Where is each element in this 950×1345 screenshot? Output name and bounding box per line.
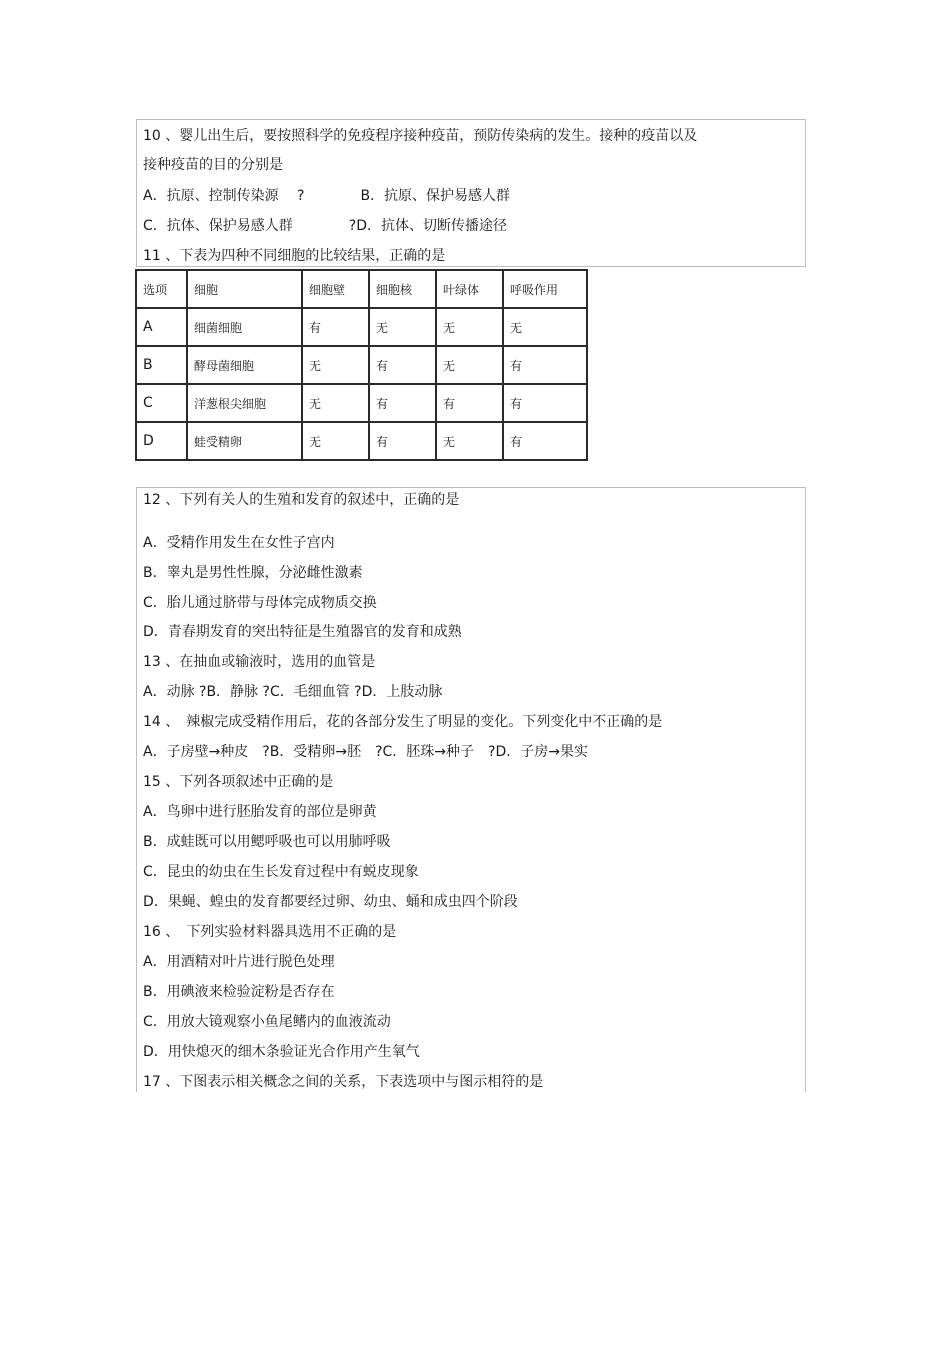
header-cell: 叶绿体 (436, 270, 503, 308)
table-cell: 无 (436, 346, 503, 384)
table-cell: 无 (369, 308, 436, 346)
table-row (136, 384, 587, 422)
q16-option-c: C．用放大镜观察小鱼尾鳍内的血液流动 (143, 1014, 391, 1030)
table-cell: 无 (503, 308, 587, 346)
q16-option-b: B．用碘液来检验淀粉是否存在 (143, 984, 335, 1000)
q16-stem: 16 、 下列实验材料器具选用不正确的是 (143, 924, 397, 940)
option-cell: D (136, 422, 187, 460)
q15-option-d: D．果蝇、蝗虫的发育都要经过卵、幼虫、蛹和成虫四个阶段 (143, 894, 518, 910)
table-cell: 酵母菌细胞 (187, 346, 302, 384)
table-row (136, 308, 587, 346)
q10-options-line2: C．抗体、保护易感人群 ?D．抗体、切断传播途径 (143, 218, 507, 234)
option-cell: B (136, 346, 187, 384)
q13-stem: 13 、在抽血或输液时，选用的血管是 (143, 654, 376, 670)
table-header-row (136, 270, 587, 308)
table-cell: 无 (302, 384, 369, 422)
q11-stem: 11 、下表为四种不同细胞的比较结果，正确的是 (143, 248, 446, 264)
q12-option-a: A．受精作用发生在女性子宫内 (143, 535, 335, 551)
table-cell: 无 (302, 422, 369, 460)
q17-stem: 17 、下图表示相关概念之间的关系，下表选项中与图示相符的是 (143, 1074, 544, 1090)
table-row (136, 422, 587, 460)
q16-option-a: A．用酒精对叶片进行脱色处理 (143, 954, 335, 970)
table-cell: 有 (369, 422, 436, 460)
q14-stem: 14 、 辣椒完成受精作用后，花的各部分发生了明显的变化。下列变化中不正确的是 (143, 714, 663, 730)
q12-option-b: B．睾丸是男性性腺，分泌雌性激素 (143, 565, 363, 581)
table-cell: 无 (302, 346, 369, 384)
table-cell: 有 (503, 422, 587, 460)
q13-options: A．动脉 ?B．静脉 ?C．毛细血管 ?D．上肢动脉 (143, 684, 443, 700)
header-cell: 细胞核 (369, 270, 436, 308)
q15-option-c: C．昆虫的幼虫在生长发育过程中有蜕皮现象 (143, 864, 419, 880)
q12-option-c: C．胎儿通过脐带与母体完成物质交换 (143, 595, 377, 611)
q15-stem: 15 、下列各项叙述中正确的是 (143, 774, 334, 790)
table-cell: 有 (369, 346, 436, 384)
option-cell: A (136, 308, 187, 346)
header-cell: 细胞 (187, 270, 302, 308)
table-cell: 洋葱根尖细胞 (187, 384, 302, 422)
q15-option-b: B．成蛙既可以用鳃呼吸也可以用肺呼吸 (143, 834, 391, 850)
q15-option-a: A．鸟卵中进行胚胎发育的部位是卵黄 (143, 804, 377, 820)
table-cell: 有 (503, 346, 587, 384)
table-cell: 有 (503, 384, 587, 422)
q10-options-line1: A．抗原、控制传染源 ? B．抗原、保护易感人群 (143, 188, 511, 204)
table-row (136, 346, 587, 384)
header-cell: 细胞壁 (302, 270, 369, 308)
q10-stem-line2: 接种疫苗的目的分别是 (143, 157, 283, 173)
table-cell: 有 (302, 308, 369, 346)
q10-stem-line1: 10 、婴儿出生后，要按照科学的免疫程序接种疫苗，预防传染病的发生。接种的疫苗以及 (143, 128, 698, 144)
table-cell: 有 (436, 384, 503, 422)
table-cell: 有 (369, 384, 436, 422)
q14-options: A．子房壁→种皮 ?B．受精卵→胚 ?C．胚珠→种子 ?D．子房→果实 (143, 744, 588, 760)
q12-option-d: D．青春期发育的突出特征是生殖器官的发育和成熟 (143, 624, 462, 640)
header-cell: 呼吸作用 (503, 270, 587, 308)
table-cell: 蛙受精卵 (187, 422, 302, 460)
option-cell: C (136, 384, 187, 422)
q16-option-d: D．用快熄灭的细木条验证光合作用产生氧气 (143, 1044, 420, 1060)
q12-stem: 12 、下列有关人的生殖和发育的叙述中，正确的是 (143, 492, 460, 508)
table-cell: 无 (436, 422, 503, 460)
cell-comparison-table (135, 269, 588, 461)
header-cell: 选项 (136, 270, 187, 308)
table-cell: 无 (436, 308, 503, 346)
table-cell: 细菌细胞 (187, 308, 302, 346)
